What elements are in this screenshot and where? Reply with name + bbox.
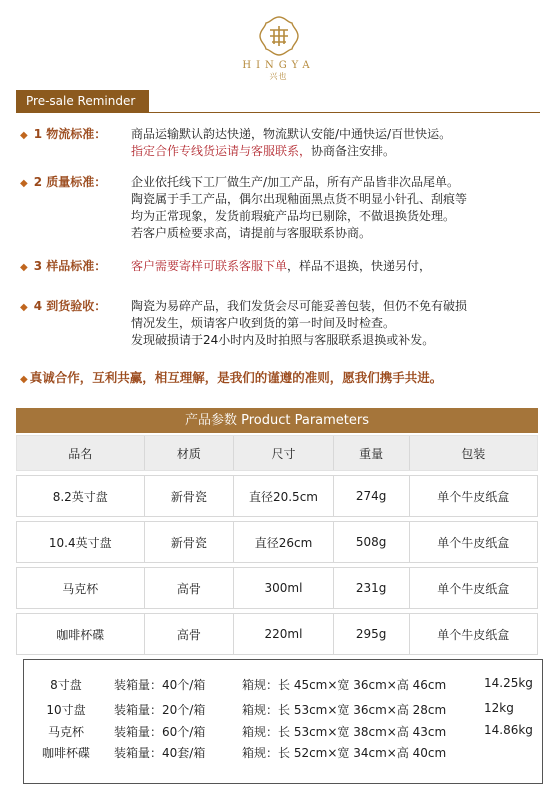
table-cell: 高骨 xyxy=(145,568,235,608)
brand-chinese: 兴也 xyxy=(269,72,288,81)
section-line: 企业依托线下工厂做生产/加工产品，所有产品皆非次品尾单。 xyxy=(131,175,460,189)
table-header: 尺寸 xyxy=(234,436,334,470)
diamond-icon: ◆ xyxy=(20,130,28,141)
section-line-tail: 协商备注安排。 xyxy=(311,144,396,158)
table-cell: 220ml xyxy=(234,614,334,654)
section-label: 1 物流标准： xyxy=(33,127,107,141)
params-table xyxy=(16,435,538,659)
brand-latin: HINGYA xyxy=(242,60,315,71)
table-cell: 单个牛皮纸盒 xyxy=(437,489,510,504)
table-row xyxy=(16,613,538,655)
packing-weight: 14.25kg xyxy=(484,676,533,690)
table-header-row xyxy=(16,435,538,471)
table-cell: 单个牛皮纸盒 xyxy=(437,627,510,642)
packing-dims: 箱规：长 52cm×宽 34cm×高 40cm xyxy=(242,746,447,760)
packing-weight: 14.86kg xyxy=(484,723,533,737)
packing-box xyxy=(23,659,543,784)
table-cell: 直径20.5cm xyxy=(234,476,334,516)
table-header: 材质 xyxy=(145,436,235,470)
table-cell: 直径26cm xyxy=(234,522,334,562)
presale-title: Pre-sale Reminder xyxy=(16,90,149,112)
diamond-icon: ◆ xyxy=(20,302,28,313)
table-cell: 295g xyxy=(334,614,410,654)
table-cell: 马克杯 xyxy=(17,568,145,608)
packing-item: 8寸盘 xyxy=(50,678,82,692)
params-title: 产品参数 Product Parameters xyxy=(16,408,538,433)
table-row xyxy=(16,475,538,517)
packing-weight: 12kg xyxy=(484,701,514,715)
table-header: 重量 xyxy=(334,436,410,470)
packing-dims: 箱规：长 53cm×宽 38cm×高 43cm xyxy=(242,725,447,739)
packing-item: 10寸盘 xyxy=(46,703,86,717)
diamond-icon: ◆ xyxy=(20,178,28,189)
section-line: 情况发生，烦请客户收到货的第一时间及时检查。 xyxy=(131,316,396,330)
packing-qty: 装箱量：40套/箱 xyxy=(114,746,206,760)
packing-item: 咖啡杯碟 xyxy=(41,746,90,760)
table-cell: 新骨瓷 xyxy=(145,522,235,562)
table-cell: 高骨 xyxy=(145,614,235,654)
section-line: 陶瓷为易碎产品，我们发货会尽可能妥善包装，但仍不免有破损 xyxy=(131,299,468,313)
table-cell: 单个牛皮纸盒 xyxy=(437,535,510,550)
table-cell: 300ml xyxy=(234,568,334,608)
table-cell: 新骨瓷 xyxy=(145,476,235,516)
section-line-highlight: 指定合作专线货运请与客服联系， xyxy=(131,144,312,158)
packing-dims: 箱规：长 53cm×宽 36cm×高 28cm xyxy=(242,703,447,717)
table-cell: 咖啡杯碟 xyxy=(17,614,145,654)
section-line: 均为正常现象，发货前瑕疵产品均已剔除，不做退换货处理。 xyxy=(131,209,456,223)
section-line: 若客户质检要求高，请提前与客服联系协商。 xyxy=(131,226,372,240)
table-cell: 508g xyxy=(334,522,410,562)
section-line: 发现破损请于24小时内及时拍照与客服联系退换或补发。 xyxy=(131,333,435,347)
diamond-icon: ◆ xyxy=(20,262,28,273)
section-label: 2 质量标准： xyxy=(33,175,107,189)
brand-logo xyxy=(0,14,557,82)
motto-text: 真诚合作，互利共赢，相互理解，是我们的谨遵的准则，愿我们携手共进。 xyxy=(29,370,443,385)
section-line-highlight: 客户需要寄样可联系客服下单 xyxy=(131,259,288,273)
packing-dims: 箱规：长 45cm×宽 36cm×高 46cm xyxy=(242,678,447,692)
table-cell: 231g xyxy=(334,568,410,608)
table-cell: 274g xyxy=(334,476,410,516)
packing-qty: 装箱量：20个/箱 xyxy=(114,703,206,717)
section-line: 陶瓷属于手工产品，偶尔出现釉面黑点货不明显小针孔、刮痕等 xyxy=(131,192,468,206)
presale-divider xyxy=(16,112,540,113)
section-label: 3 样品标准： xyxy=(33,259,107,273)
table-cell: 单个牛皮纸盒 xyxy=(437,581,510,596)
table-cell: 10.4英寸盘 xyxy=(17,522,145,562)
logo-emblem-icon xyxy=(257,14,301,58)
table-header: 包装 xyxy=(461,446,486,461)
motto xyxy=(20,368,540,386)
table-row xyxy=(16,521,538,563)
packing-item: 马克杯 xyxy=(47,725,84,739)
section-line: 商品运输默认韵达快递，物流默认安能/中通快运/百世快运。 xyxy=(131,127,452,141)
diamond-icon: ◆ xyxy=(20,374,28,385)
table-cell: 8.2英寸盘 xyxy=(17,476,145,516)
section-line-tail: ，样品不退换，快递另付， xyxy=(287,259,432,273)
table-header: 品名 xyxy=(17,436,145,470)
section-label: 4 到货验收： xyxy=(33,299,107,313)
table-row xyxy=(16,567,538,609)
packing-qty: 装箱量：60个/箱 xyxy=(114,725,206,739)
packing-qty: 装箱量：40个/箱 xyxy=(114,678,206,692)
